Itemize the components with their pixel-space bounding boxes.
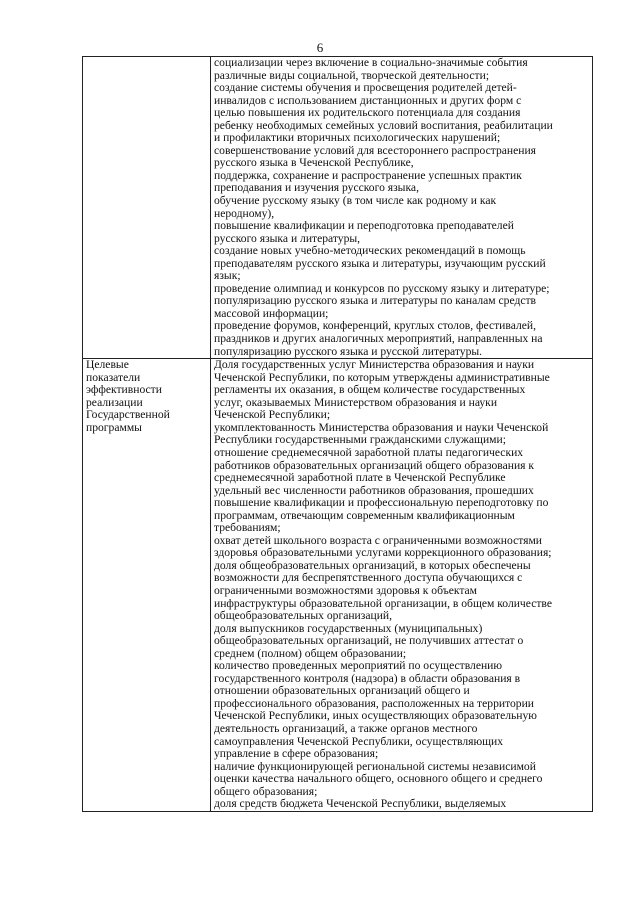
text-line: проведение форумов, конференций, круглых столов, фестивалей, [214, 320, 536, 333]
text-line: самоуправления Чеченской Республики, осуществляющих [214, 735, 504, 748]
text-line: преподавания и изучения русского языка, [214, 182, 419, 195]
text-line: удельный вес численности работников образования, прошедших [214, 484, 534, 497]
text-line: Доля государственных услуг Министерства образования и науки [214, 359, 535, 372]
text-line: инфраструктуры образовательной организации, в общем количестве [214, 597, 552, 610]
row-label-cell [83, 57, 211, 359]
text-line: популяризацию русского языка и русской литературы. [214, 345, 483, 358]
text-line: ограниченными возможностями здоровья к объектам [214, 584, 478, 597]
text-line: работников образовательных организаций общего образования к [214, 459, 535, 472]
text-line: отношение среднемесячной заработной платы педагогических [214, 446, 524, 459]
text-line: русского языка и литературы, [214, 232, 361, 245]
page-number: 6 [316, 40, 324, 55]
text-line: государственного контроля (надзора) в области образования в [214, 672, 521, 685]
text-line: неродному), [214, 207, 275, 220]
text-line: повышение квалификации и профессиональную переподготовку по [214, 497, 549, 510]
text-line: оценки качества начального общего, основного общего и среднего [214, 773, 543, 786]
text-line: деятельность организаций, а также органов местного [214, 722, 478, 735]
table-row [83, 359, 593, 812]
text-line: наличие функционирующей региональной системы независимой [214, 760, 536, 773]
text-line: массовой информации; [214, 307, 329, 320]
table-body [83, 57, 593, 812]
text-line: отношении образовательных организаций общего и [214, 685, 470, 698]
text-line: укомплектованность Министерства образования и науки Чеченской [214, 421, 549, 434]
text-line: профессионального образования, расположенных на территории [214, 697, 534, 710]
table-row [83, 57, 593, 359]
text-line: инвалидов с использованием дистанционных и других форм с [214, 94, 522, 107]
text-line: возможности для беспрепятственного доступа обучающихся с [214, 572, 523, 585]
row-label-cell [83, 359, 211, 812]
row-label: Целевые показатели эффективности реализации Государственной программы [86, 358, 170, 434]
text-line: программам, отвечающим современным квалификационным [214, 509, 515, 522]
text-line: Республики государственными гражданскими служащими; [214, 434, 506, 447]
text-line: доля средств бюджета Чеченской Республики, выделяемых [214, 798, 507, 811]
text-line: проведение олимпиад и конкурсов по русскому языку и литературе; [214, 282, 550, 295]
row-content-cell [211, 359, 593, 812]
text-line: услуг, оказываемых Министерством образования и науки [214, 396, 498, 409]
text-line: создание системы обучения и просвещения родителей детей- [214, 82, 517, 95]
text-line: праздников и других аналогичных мероприятий, направленных на [214, 333, 543, 346]
program-table [82, 56, 593, 812]
text-line: поддержка, сохранение и распространение успешных практик [214, 169, 522, 182]
text-line: управление в сфере образования; [214, 748, 379, 761]
text-line: ребенку необходимых семейных условий воспитания, реабилитации [214, 119, 553, 132]
text-line: доля общеобразовательных организаций, в которых обеспечены [214, 559, 531, 572]
text-line: охват детей школьного возраста с ограниченными возможностями [214, 534, 543, 547]
text-line: требованиям; [214, 522, 281, 535]
row-content-cell [211, 57, 593, 359]
text-line: создание новых учебно-методических рекомендаций в помощь [214, 245, 526, 258]
text-line: среднемесячной заработной плате в Чеченской Республике [214, 472, 506, 485]
text-line: повышение квалификации и переподготовка преподавателей [214, 220, 514, 233]
text-line: популяризацию русского языка и литературы по каналам средств [214, 295, 537, 308]
text-line: Чеченской Республики, иных осуществляющих образовательную [214, 710, 537, 723]
text-line: различные виды социальной, творческой деятельности; [214, 69, 490, 82]
text-line: здоровья образовательными услугами коррекционного образования; [214, 547, 552, 560]
text-line: русского языка в Чеченской Республике, [214, 157, 414, 170]
text-line: Чеченской Республики; [214, 409, 331, 422]
text-line: и профилактики вторичных психологических нарушений; [214, 132, 501, 145]
text-line: социализации через включение в социально-значимые события [214, 57, 528, 69]
text-line: совершенствование условий для всестороннего распространения [214, 144, 536, 157]
text-line: общеобразовательных организаций, [214, 610, 392, 623]
text-line: доля выпускников государственных (муниципальных) [214, 622, 483, 635]
text-line: целью повышения их родительского потенциала для создания [214, 107, 521, 120]
text-line: общеобразовательных организаций, не получивших аттестат о [214, 635, 524, 648]
text-line: количество проведенных мероприятий по осуществлению [214, 660, 503, 673]
text-line: Чеченской Республики, по которым утверждены административные [214, 371, 550, 384]
text-line: среднем (полном) общем образовании; [214, 647, 407, 660]
text-line: обучение русскому языку (в том числе как родному и как [214, 195, 497, 208]
text-line: регламенты их оказания, в общем количестве государственных [214, 384, 526, 397]
text-line: преподавателям русского языка и литературы, изучающим русский [214, 257, 546, 270]
text-line: язык; [214, 270, 241, 283]
text-line: общего образования; [214, 785, 318, 798]
